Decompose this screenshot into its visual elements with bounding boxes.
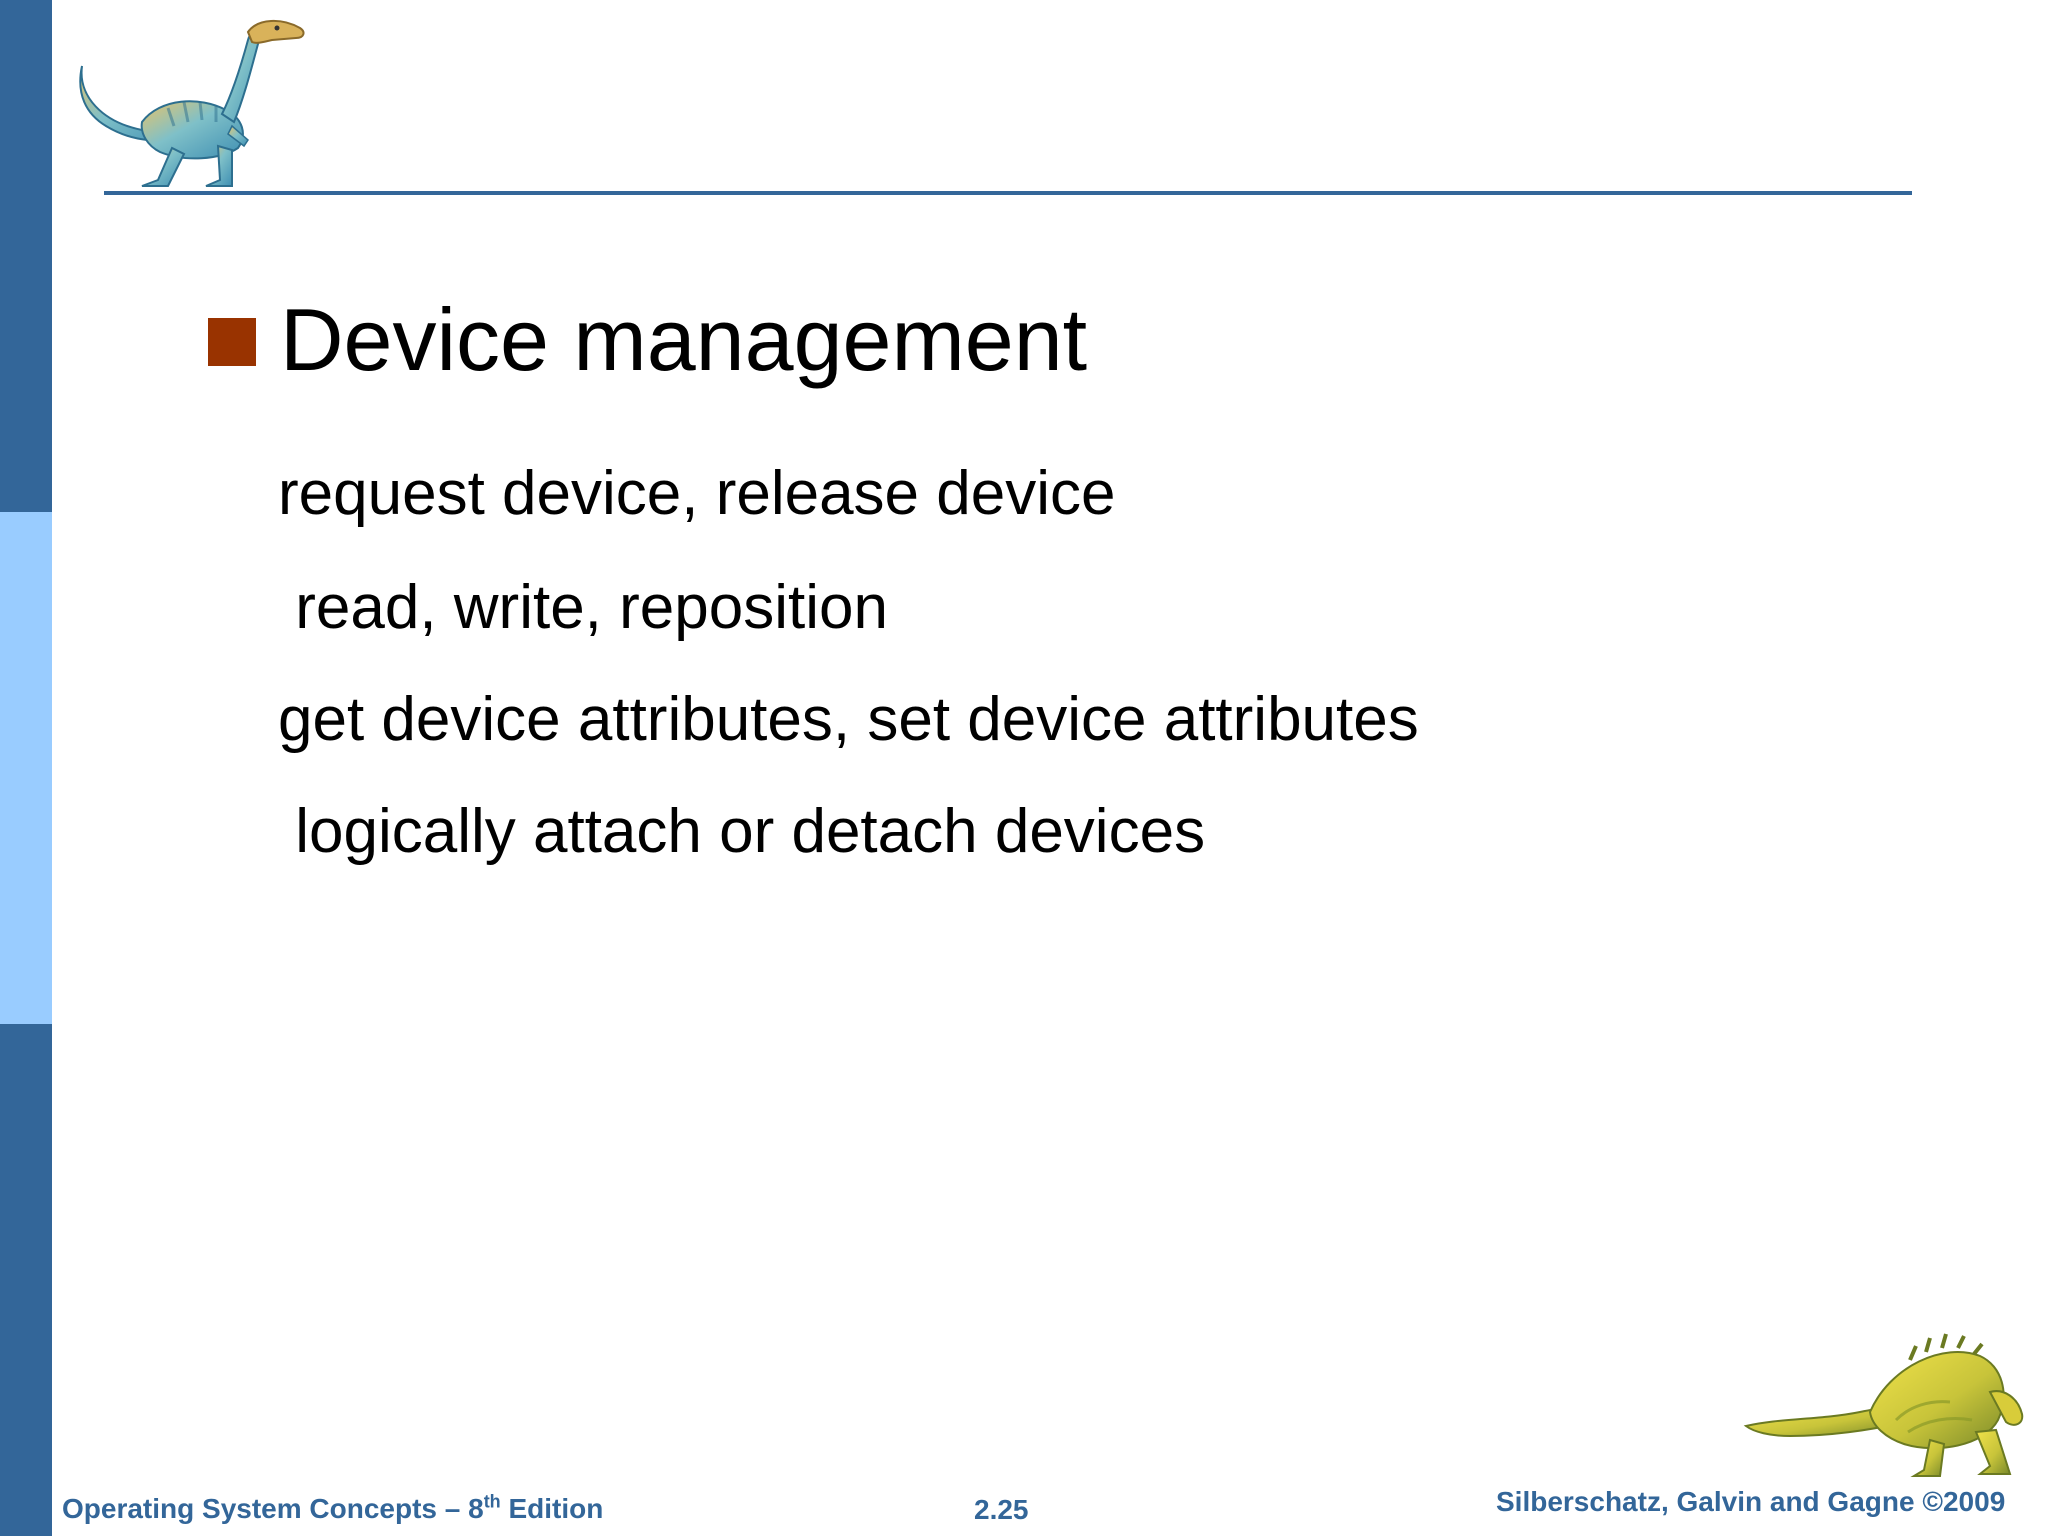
left-bar-top-segment bbox=[0, 0, 52, 512]
left-color-bar bbox=[0, 0, 52, 1536]
dinosaur-logo-top bbox=[72, 14, 322, 194]
square-bullet-icon bbox=[208, 318, 256, 366]
list-item: logically attach or detach devices bbox=[278, 797, 1206, 866]
list-item: get device attributes, set device attributes bbox=[278, 685, 1419, 754]
footer-book-suffix: Edition bbox=[500, 1493, 604, 1524]
footer-book-prefix: Operating System Concepts – 8 bbox=[62, 1493, 484, 1524]
header-rule bbox=[104, 191, 1912, 195]
footer-copyright: Silberschatz, Galvin and Gagne ©2009 bbox=[1496, 1486, 2006, 1517]
list-item: request device, release device bbox=[278, 459, 1116, 528]
list-item: read, write, reposition bbox=[278, 573, 888, 642]
footer-book-superscript: th bbox=[483, 1491, 501, 1512]
left-bar-middle-segment bbox=[0, 512, 52, 1024]
footer-page-number: 2.25 bbox=[974, 1494, 1029, 1525]
footer-book-title bbox=[62, 1493, 603, 1525]
dinosaur-logo-bottom bbox=[1740, 1320, 2030, 1480]
slide-heading: Device management bbox=[280, 290, 1088, 389]
left-bar-bottom-segment bbox=[0, 1024, 52, 1536]
